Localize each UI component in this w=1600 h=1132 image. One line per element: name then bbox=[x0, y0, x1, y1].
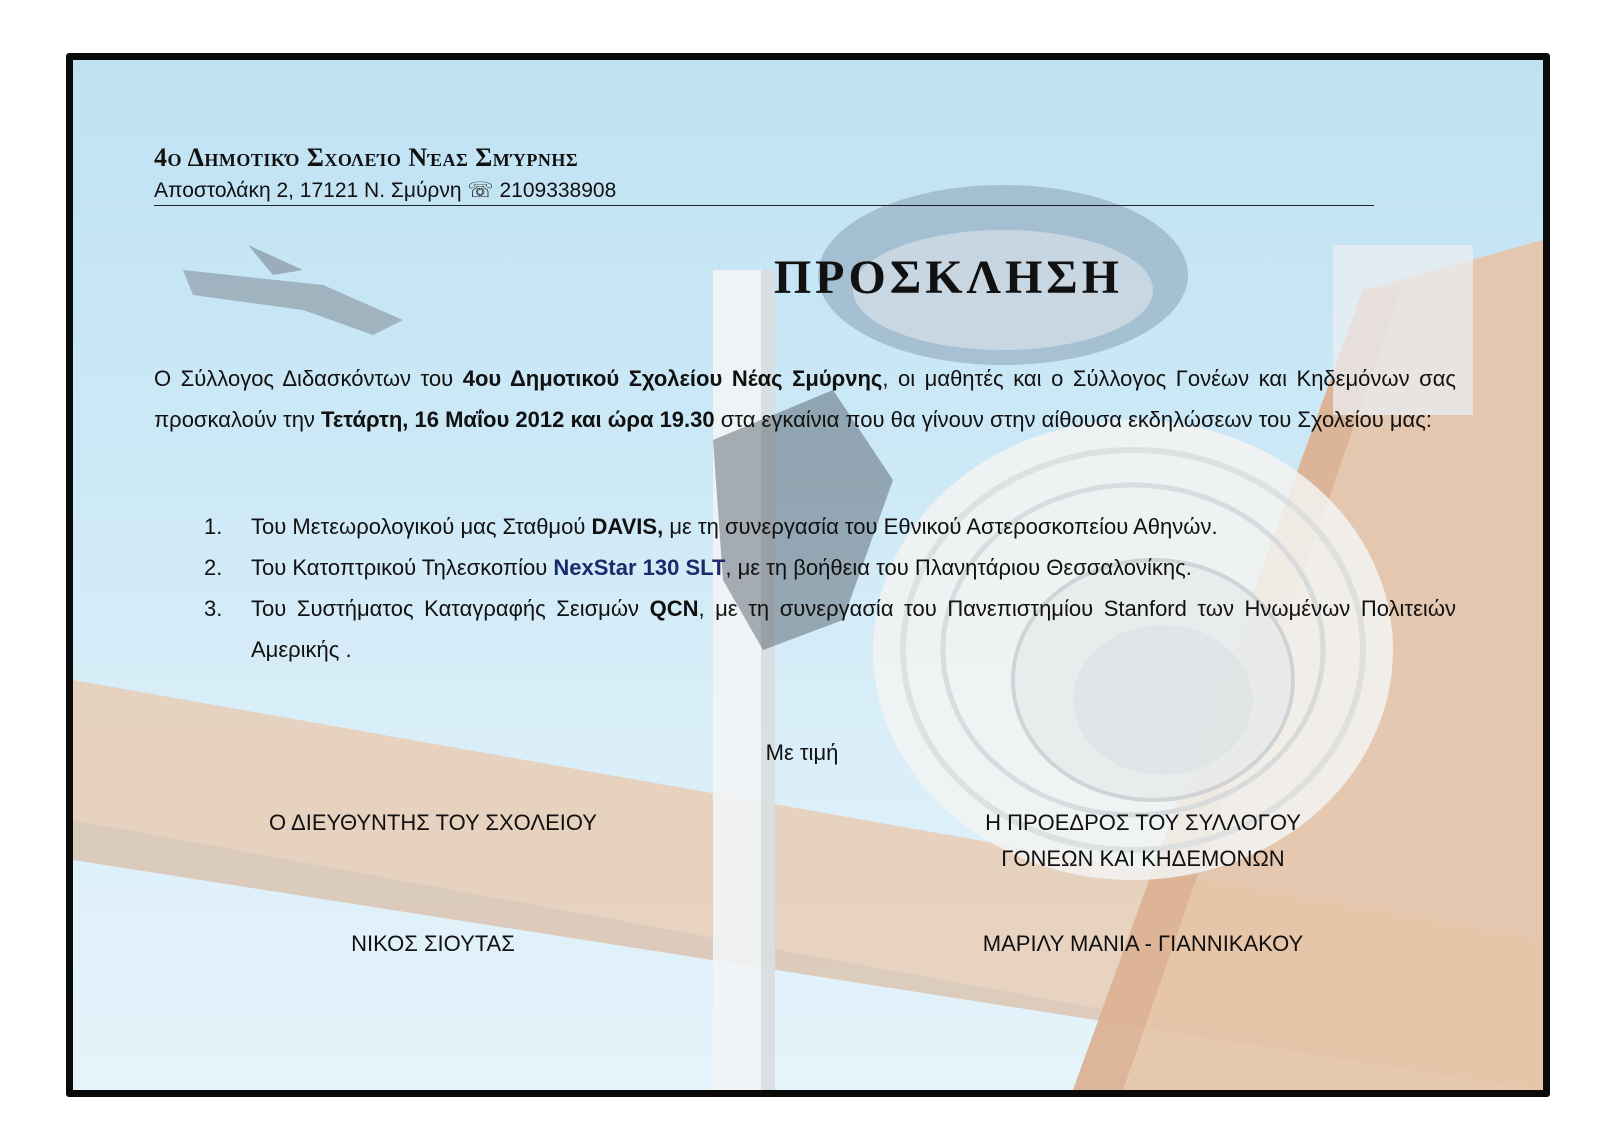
closing-salutation: Με τιμή bbox=[765, 740, 839, 765]
association-president-title-line2: ΓΟΝΕΩΝ ΚΑΙ ΚΗΔΕΜΟΝΩΝ bbox=[1001, 846, 1285, 871]
list-item-number: 3. bbox=[204, 596, 223, 621]
list-item bbox=[154, 547, 1456, 588]
principal-name: ΝΙΚΟΣ ΣΙΟΥΤΑΣ bbox=[351, 931, 515, 956]
intro-text-3: στα εγκαίνια που θα γίνουν στην αίθουσα εκδηλώσεων του Σχολείου μας: bbox=[714, 407, 1432, 432]
invitation-intro-paragraph bbox=[154, 358, 1456, 440]
list-item-text: , με τη βοήθεια του Πλανητάριου Θεσσαλονίκης. bbox=[725, 555, 1192, 580]
principal-title: Ο ΔΙΕΥΘΥΝΤΗΣ ΤΟΥ ΣΧΟΛΕΙΟΥ bbox=[269, 810, 597, 835]
school-name-heading: 4ο Δημοτικό Σχολείο Νέας Σμύρνης bbox=[154, 143, 579, 172]
list-item-highlight: QCN bbox=[649, 596, 699, 621]
list-item-text: Του Μετεωρολογικού μας Σταθμού bbox=[251, 514, 592, 539]
list-item-text: Του Συστήματος Καταγραφής Σεισμών bbox=[251, 596, 650, 621]
intro-school-name: 4ου Δημοτικού Σχολείου Νέας Σμύρνης bbox=[462, 366, 883, 391]
intro-text-2: , οι μαθητές και ο Σύλλογος Γονέων και Κηδεμόνων σας προσκαλούν την bbox=[154, 366, 1457, 432]
invitation-content bbox=[73, 60, 1543, 1090]
inauguration-items-list bbox=[154, 506, 1456, 670]
list-item-text: με τη συνεργασία του Εθνικού Αστεροσκοπείου Αθηνών. bbox=[663, 514, 1218, 539]
invitation-title: ΠΡΟΣΚΛΗΣΗ bbox=[773, 251, 1123, 304]
intro-text-1: Ο Σύλλογος Διδασκόντων του bbox=[154, 366, 463, 391]
list-item-text: , με τη συνεργασία του Πανεπιστημίου Stanford των Ηνωμένων Πολιτειών Αμερικής . bbox=[251, 596, 1456, 662]
list-item-text: Του Κατοπτρικού Τηλεσκοπίου bbox=[251, 555, 554, 580]
list-item-highlight: NexStar 130 SLT bbox=[553, 555, 726, 580]
association-president-title-line1: Η ΠΡΟΕΔΡΟΣ ΤΟΥ ΣΥΛΛΟΓΟΥ bbox=[985, 810, 1301, 835]
list-item-highlight: DAVIS, bbox=[591, 514, 664, 539]
page-border-frame bbox=[66, 53, 1550, 1097]
list-item-number: 1. bbox=[204, 514, 223, 539]
association-president-title bbox=[943, 805, 1343, 877]
list-item-number: 2. bbox=[204, 555, 223, 580]
list-item bbox=[154, 588, 1456, 670]
list-item bbox=[154, 506, 1456, 547]
intro-date-time: Τετάρτη, 16 Μαΐου 2012 και ώρα 19.30 bbox=[321, 407, 715, 432]
school-address-line: Αποστολάκη 2, 17121 Ν. Σμύρνη ☏ 2109338908 bbox=[154, 177, 1374, 206]
association-president-name: ΜΑΡΙΛΥ ΜΑΝΙΑ - ΓΙΑΝΝΙΚΑΚΟΥ bbox=[982, 931, 1304, 956]
